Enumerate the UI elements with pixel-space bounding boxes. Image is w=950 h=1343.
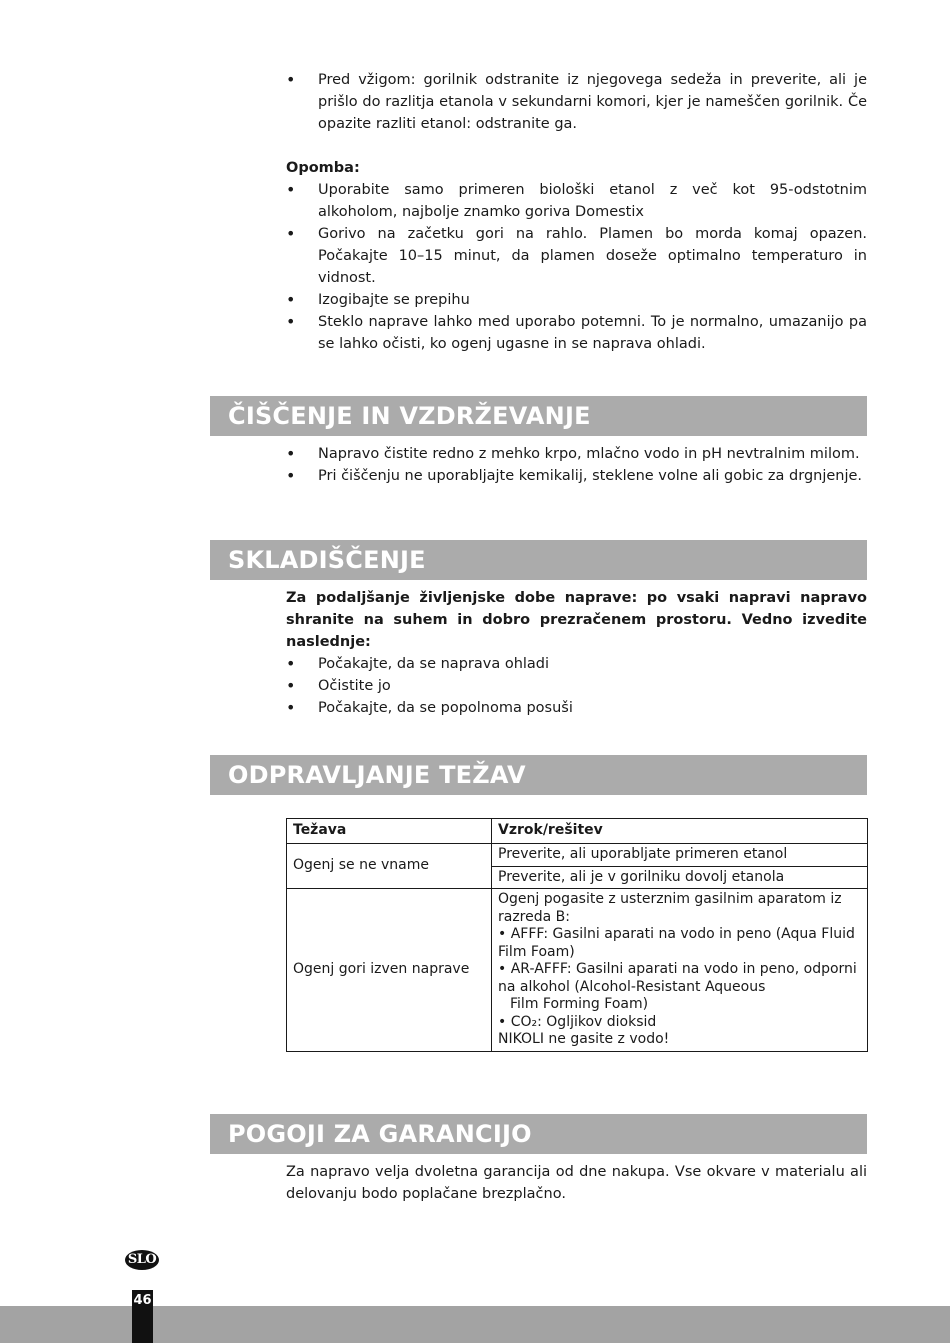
cleaning-heading: ČIŠČENJE IN VZDRŽEVANJE xyxy=(210,396,867,436)
storage-bullet-list xyxy=(286,653,867,719)
table-row xyxy=(287,889,868,1052)
note-bullet-item: • Steklo naprave lahko med uporabo potemni. To je normalno, umazanijo pa se lahko očisti, ko ogenj ugasne in se naprava ohladi. xyxy=(286,311,867,355)
troubleshooting-heading: ODPRAVLJANJE TEŽAV xyxy=(210,755,867,795)
storage-section xyxy=(286,587,867,719)
note-bullet-item: • Gorivo na začetku gori na rahlo. Plamen bo morda komaj opazen. Počakajte 10–15 minut, da plamen doseže optimalno temperaturo in vidnost. xyxy=(286,223,867,289)
note-label: Opomba: xyxy=(286,160,360,176)
solution-line: • CO₂: Ogljikov dioksid xyxy=(498,1013,657,1030)
table-header-row xyxy=(287,819,868,844)
column-header-solution: Vzrok/rešitev xyxy=(492,819,868,844)
intro-bullet-item: • Pred vžigom: gorilnik odstranite iz njegovega sedeža in preverite, ali je prišlo do razlitja etanola v sekundarni komori, kjer je nameščen gorilnik. Če opazite razliti etanol: odstranite ga. xyxy=(286,69,867,135)
solution-line: • AR-AFFF: Gasilni aparati na vodo in peno, odporni na alkohol (Alcohol-Resistant Aqueous xyxy=(498,961,857,995)
warranty-section xyxy=(286,1161,867,1205)
solution-line: NIKOLI ne gasite z vodo! xyxy=(498,1031,670,1047)
cleaning-bullet-item: • Pri čiščenju ne uporabljajte kemikalij, steklene volne ali gobic za drgnjenje. xyxy=(286,465,867,487)
cleaning-bullet-list xyxy=(286,443,867,487)
solution-cell: Preverite, ali uporabljate primeren etanol xyxy=(492,844,868,867)
cleaning-bullet-item: • Napravo čistite redno z mehko krpo, mlačno vodo in pH nevtralnim milom. xyxy=(286,443,867,465)
note-section xyxy=(286,157,867,355)
solution-cell xyxy=(492,889,868,1052)
note-bullet-item: • Uporabite samo primeren biološki etanol z več kot 95-odstotnim alkoholom, najbolje znamko goriva Domestix xyxy=(286,179,867,223)
warranty-text: Za napravo velja dvoletna garancija od dne nakupa. Vse okvare v materialu ali delovanju bodo poplačane brezplačno. xyxy=(286,1164,867,1202)
note-bullet-list xyxy=(286,179,867,355)
solution-line: Film Forming Foam) xyxy=(510,996,649,1012)
page-number: 46 xyxy=(132,1290,153,1343)
language-badge: SLO xyxy=(125,1250,159,1270)
storage-bullet-item: • Počakajte, da se popolnoma posuši xyxy=(286,697,867,719)
solution-line: • AFFF: Gasilni aparati na vodo in peno (Aqua Fluid Film Foam) xyxy=(498,926,855,960)
storage-intro: Za podaljšanje življenjske dobe naprave: po vsaki napravi napravo shranite na suhem in dobro prezračenem prostoru. Vedno izvedite naslednje: xyxy=(286,590,867,650)
storage-bullet-item: • Očistite jo xyxy=(286,675,867,697)
troubleshooting-table xyxy=(286,818,868,1052)
note-bullet-item: • Izogibajte se prepihu xyxy=(286,289,867,311)
problem-cell: Ogenj gori izven naprave xyxy=(287,889,492,1052)
storage-bullet-item: • Počakajte, da se naprava ohladi xyxy=(286,653,867,675)
table-row xyxy=(287,844,868,867)
warranty-heading: POGOJI ZA GARANCIJO xyxy=(210,1114,867,1154)
column-header-problem: Težava xyxy=(287,819,492,844)
solution-cell: Preverite, ali je v gorilniku dovolj etanola xyxy=(492,866,868,889)
solution-line: Ogenj pogasite z usterznim gasilnim aparatom iz razreda B: xyxy=(498,891,842,925)
problem-cell: Ogenj se ne vname xyxy=(287,844,492,889)
storage-heading: SKLADIŠČENJE xyxy=(210,540,867,580)
intro-section xyxy=(286,69,867,135)
intro-bullet-list xyxy=(286,69,867,135)
cleaning-section xyxy=(286,443,867,487)
